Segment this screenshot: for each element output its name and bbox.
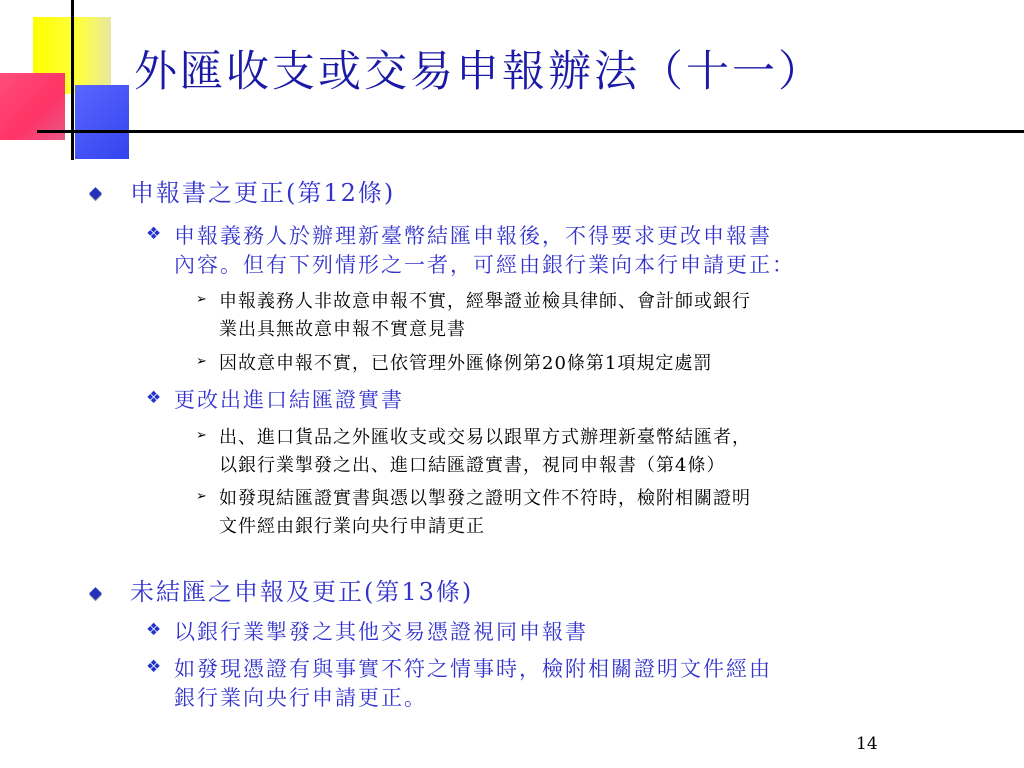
section-heading: 申報書之更正(第12條) (130, 179, 396, 207)
arrow-bullet-icon: ➢ (196, 292, 207, 307)
arrow-bullet-icon: ➢ (196, 489, 207, 504)
decorative-vertical-line (71, 0, 74, 160)
four-diamond-bullet-icon: ❖ (146, 224, 162, 244)
list-item-line: 內容。但有下列情形之一者，可經由銀行業向本行申請更正： (174, 253, 795, 277)
diamond-bullet-icon (89, 187, 102, 200)
four-diamond-bullet-icon: ❖ (146, 657, 162, 677)
four-diamond-bullet-icon: ❖ (146, 620, 162, 640)
arrow-bullet-icon: ➢ (196, 354, 207, 369)
list-item-line: 申報義務人於辦理新臺幣結匯申報後，不得要求更改申報書 (174, 224, 772, 248)
slide-title: 外匯收支或交易申報辦法（十一） (134, 47, 824, 97)
sub-item-line: 以銀行業掣發之出、進口結匯證實書，視同申報書（第4條） (219, 455, 726, 476)
sub-item-line: 文件經由銀行業向央行申請更正 (219, 516, 485, 537)
arrow-bullet-icon: ➢ (196, 428, 207, 443)
title-underline (37, 130, 1024, 133)
list-item-line: 以銀行業掣發之其他交易憑證視同申報書 (174, 620, 588, 644)
sub-item-line: 業出具無故意申報不實意見書 (219, 319, 466, 340)
sub-item-line: 如發現結匯證實書與憑以掣發之證明文件不符時，檢附相關證明 (219, 488, 751, 509)
list-item-line: 銀行業向央行申請更正。 (174, 686, 427, 710)
list-item-line: 如發現憑證有與事實不符之情事時，檢附相關證明文件經由 (174, 657, 772, 681)
four-diamond-bullet-icon: ❖ (146, 388, 162, 408)
page-number: 14 (856, 734, 878, 754)
sub-item-line: 申報義務人非故意申報不實，經舉證並檢具律師、會計師或銀行 (219, 291, 751, 312)
sub-item-line: 出、進口貨品之外匯收支或交易以跟單方式辦理新臺幣結匯者， (219, 427, 751, 448)
section-heading: 未結匯之申報及更正(第13條) (130, 578, 474, 606)
diamond-bullet-icon (89, 587, 102, 600)
sub-item-line: 因故意申報不實，已依管理外匯條例第20條第1項規定處罰 (219, 353, 713, 374)
list-item-line: 更改出進口結匯證實書 (174, 388, 404, 412)
decorative-blue-square (75, 85, 129, 159)
